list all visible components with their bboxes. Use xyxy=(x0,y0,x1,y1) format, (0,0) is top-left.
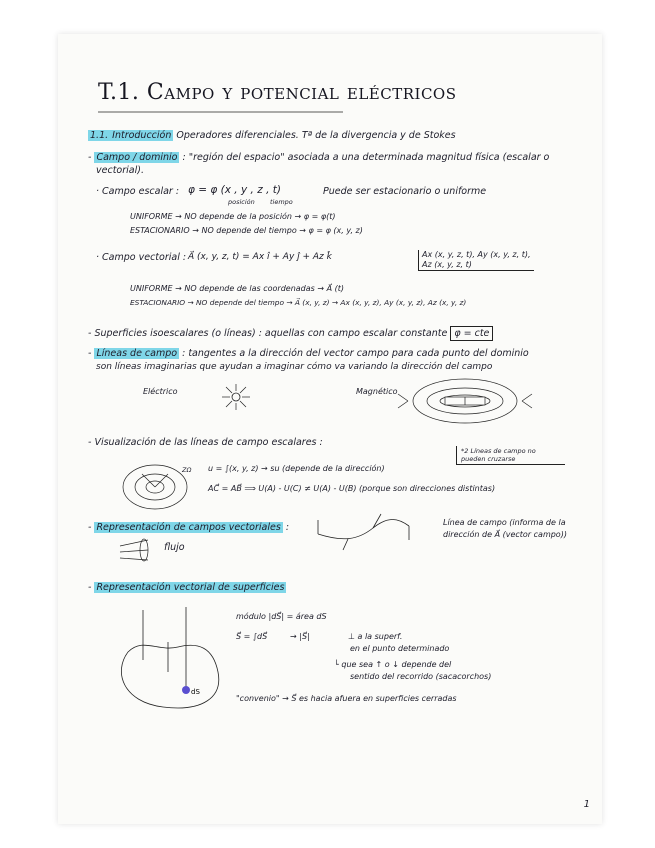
sentido-line: sentido del recorrido (sacacorchos) xyxy=(350,672,492,681)
lineas-campo-line: - Líneas de campo : tangentes a la dirección del vector campo para cada punto del dominio xyxy=(88,348,529,359)
componentes-1: Ax (x, y, z, t), Ay (x, y, z, t), xyxy=(422,250,531,259)
lineas-campo-label: Líneas de campo xyxy=(96,348,178,359)
s-abs: → |S⃗| xyxy=(290,632,310,641)
estacionario-note: Puede ser estacionario o uniforme xyxy=(323,186,487,197)
campo-vectorial-label: · Campo vectorial : xyxy=(96,252,187,263)
title-underline xyxy=(98,110,348,114)
svg-text:dS: dS xyxy=(191,688,200,696)
surface-sketch xyxy=(108,602,228,712)
page-number: 1 xyxy=(583,799,590,810)
section-header xyxy=(88,130,456,142)
campo-dominio-line: - Campo / dominio : "región del espacio" asociada a una determinada magnitud física (escalar o xyxy=(88,152,550,163)
que-sea: └ que sea ↑ o ↓ depende del xyxy=(334,660,452,669)
representacion-vect-line: - Representación de campos vectoriales : xyxy=(88,522,290,533)
campo-vectorial-eq: A⃗ (x, y, z, t) = Ax î + Ay ĵ + Az k̂ xyxy=(188,252,332,262)
phi-cte-box: φ = cte xyxy=(450,326,493,341)
estacionario-2: ESTACIONARIO → NO depende del tiempo → A⃗ (x, y, z) → Ax (x, y, z), Ay (x, y, z), Az (x, y, z) xyxy=(130,298,467,307)
campo-escalar-label: · Campo escalar : xyxy=(96,186,180,197)
notebook-page xyxy=(58,34,602,824)
lineas-campo-def: : tangentes a la dirección del vector campo para cada punto del dominio xyxy=(182,348,529,359)
representacion-vect-label: Representación de campos vectoriales xyxy=(96,522,281,533)
campo-escalar-eq: φ = φ (x , y , z , t) xyxy=(188,184,281,196)
campo-dominio-label: Campo / dominio xyxy=(96,152,178,163)
representacion-sup-label: Representación vectorial de superficies xyxy=(96,582,285,593)
campo-dominio-def2: vectorial). xyxy=(96,165,144,176)
scalar-lines-sketch xyxy=(120,462,190,512)
componentes-2: Az (x, y, z, t) xyxy=(422,260,472,269)
electric-field-sketch xyxy=(218,382,258,412)
perp-line: ⊥ a la superf. xyxy=(348,632,403,641)
lineas-campo-def2: son líneas imaginarias que ayudan a imaginar cómo va variando la dirección del campo xyxy=(96,362,493,372)
componentes-box xyxy=(418,250,534,271)
field-line-sketch xyxy=(313,512,413,552)
superficies-iso xyxy=(88,328,493,340)
section-name: Introducción xyxy=(112,130,172,141)
flujo-label: flujo xyxy=(164,542,185,553)
uniforme-2: UNIFORME → NO depende de las coordenadas → A⃗ (t) xyxy=(130,284,344,293)
modulo-line: módulo |dS⃗| = área dS xyxy=(236,612,327,621)
u-eq: u = ∫(x, y, z) → su (depende de la dirección) xyxy=(208,464,385,473)
s-int: S⃗ = ∫dS⃗ xyxy=(236,632,268,641)
campo-dominio-def: : "región del espacio" asociada a una determinada magnitud física (escalar o xyxy=(182,152,550,163)
section-number: 1.1. xyxy=(90,130,109,141)
section-subtitle: Operadores diferenciales. Tª de la divergencia y de Stokes xyxy=(176,130,456,141)
superficies-iso-text: - Superficies isoescalares (o líneas) : aquellas con campo escalar constante xyxy=(88,328,448,339)
posicion-label: posición xyxy=(228,198,255,206)
ac-eq: AC⃗ = AB⃗ ⟹ U(A) - U(C) ≠ U(A) - U(B) (porque son direcciones distintas) xyxy=(208,484,496,493)
punto-det: en el punto determinado xyxy=(350,644,450,653)
flujo-sketch xyxy=(118,536,158,564)
magnetic-field-sketch xyxy=(398,374,533,429)
representacion-sup-line: - Representación vectorial de superficies xyxy=(88,582,285,593)
tiempo-label: tiempo xyxy=(270,198,293,206)
page-title: T.1. Campo y potencial eléctricos xyxy=(98,80,457,105)
nota-cruzar: *2 Líneas de campo no pueden cruzarse xyxy=(456,446,565,465)
visualizacion-line: - Visualización de las líneas de campo escalares : xyxy=(88,437,323,448)
electrico-label: Eléctrico xyxy=(143,387,178,396)
estacionario-1: ESTACIONARIO → NO depende del tiempo → φ = φ (x, y, z) xyxy=(130,226,363,235)
linea-campo-note: Línea de campo (informa de la xyxy=(443,518,566,527)
magnetico-label: Magnético xyxy=(356,387,398,396)
mas-label: ZΩ xyxy=(182,466,192,474)
linea-campo-note2: dirección de A⃗ (vector campo)) xyxy=(443,530,567,539)
uniforme-1: UNIFORME → NO depende de la posición → φ = φ(t) xyxy=(130,212,336,221)
convenio-line: "convenio" → S⃗ es hacia afuera en superficies cerradas xyxy=(236,694,457,703)
